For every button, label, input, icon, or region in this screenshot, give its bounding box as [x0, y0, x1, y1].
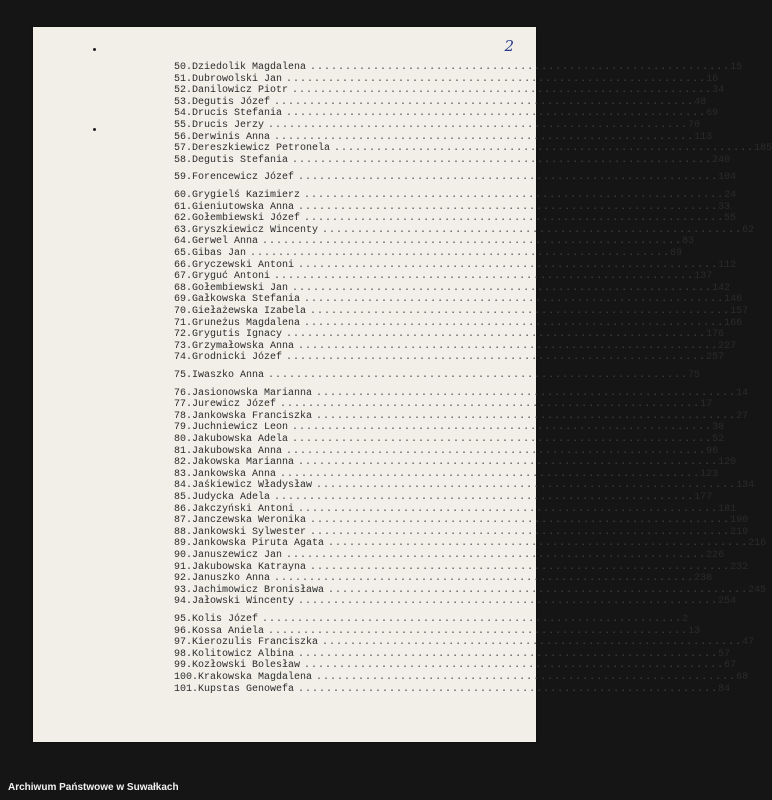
list-item	[174, 445, 719, 458]
entry-number: 52.	[174, 85, 193, 97]
entry-name: Jakubowska Katrayna	[192, 561, 307, 573]
entry-name: Jakowska Marianna	[192, 457, 295, 469]
entry-number: 67.	[174, 271, 193, 283]
leader-dots: ............................................................	[322, 224, 743, 236]
entry-page: 232	[730, 561, 749, 573]
entry-name: Januszewicz Jan	[192, 550, 283, 561]
list-item	[174, 73, 719, 86]
entry-page: 240	[712, 154, 731, 166]
entry-name: Jaśkiewicz Władysław	[192, 480, 313, 492]
list-item	[174, 480, 755, 492]
entry-number: 82.	[174, 457, 193, 469]
entry-number: 50.	[174, 62, 193, 73]
entry-page: 89	[670, 248, 683, 259]
entry-number: 59.	[174, 172, 193, 184]
leader-dots: ............................................................	[328, 584, 749, 596]
entry-page: 13	[688, 625, 701, 637]
entry-page: 254	[718, 596, 737, 608]
entry-number: 58.	[174, 154, 193, 166]
entry-name: Kupstas Genowefa	[198, 683, 295, 695]
leader-dots: ............................................................	[250, 248, 671, 259]
list-item	[174, 648, 731, 661]
list-item	[174, 85, 725, 97]
list-item	[174, 596, 737, 608]
entry-number: 89.	[174, 538, 193, 550]
entry-page: 62	[742, 224, 755, 236]
entry-name: Jakczyński Antoni	[192, 503, 295, 515]
list-item	[174, 131, 713, 144]
entry-number: 63.	[174, 224, 193, 236]
list-item	[174, 62, 743, 74]
entry-page: 245	[748, 584, 767, 596]
entry-page: 34	[712, 85, 725, 97]
entry-name: Iwaszko Anna	[192, 370, 265, 381]
leader-dots: ............................................................	[316, 672, 737, 683]
entry-number: 90.	[174, 550, 193, 561]
list-item	[174, 224, 755, 237]
entry-page: 185	[754, 143, 772, 155]
list-item	[174, 340, 737, 353]
entry-name: Danilowicz Piotr	[192, 85, 289, 97]
leader-dots: ............................................................	[298, 596, 719, 608]
list-item	[174, 410, 749, 423]
leader-dots: ............................................................	[298, 648, 719, 660]
entry-number: 64.	[174, 236, 193, 248]
entry-number: 53.	[174, 96, 193, 108]
leader-dots: ............................................................	[310, 561, 731, 573]
list-item	[174, 538, 767, 550]
entry-name: Gieniutowska Anna	[192, 201, 295, 213]
entry-page: 142	[712, 282, 731, 294]
leader-dots: ............................................................	[310, 306, 731, 317]
entry-number: 94.	[174, 596, 193, 608]
leader-dots: ............................................................	[280, 399, 701, 411]
leader-dots: ............................................................	[316, 387, 737, 399]
entry-page: 2	[682, 614, 689, 625]
entry-page: 166	[724, 317, 743, 329]
entry-page: 15	[730, 62, 743, 73]
leader-dots: ............................................................	[292, 85, 713, 97]
leader-dots: ............................................................	[304, 317, 725, 329]
entry-name: Gryszkiewicz Wincenty	[192, 224, 319, 236]
leader-dots: ............................................................	[298, 259, 719, 271]
entry-page: 181	[718, 503, 737, 515]
entry-name: Kossa Aniela	[192, 625, 265, 637]
entry-name: Kolitowicz Albina	[192, 648, 295, 660]
list-item	[174, 282, 731, 295]
entry-page: 38	[712, 422, 725, 434]
list-item	[174, 637, 755, 649]
entry-number: 83.	[174, 468, 193, 480]
entry-name: Kierozulis Franciszka	[192, 637, 319, 649]
entry-number: 79.	[174, 422, 193, 434]
entry-name: Dziedolik Magdalena	[192, 62, 307, 73]
leader-dots: ............................................................	[298, 340, 719, 352]
entry-number: 99.	[174, 660, 193, 672]
entry-number: 84.	[174, 480, 193, 492]
entry-name: Jankowska Piruta Agata	[192, 538, 325, 550]
entry-number: 74.	[174, 352, 193, 364]
entry-name: Dubrowolski Jan	[192, 73, 283, 85]
entry-number: 97.	[174, 637, 193, 649]
leader-dots: ............................................................	[316, 410, 737, 422]
leader-dots: ............................................................	[274, 131, 695, 143]
entry-page: 52	[712, 434, 725, 445]
entry-number: 69.	[174, 294, 193, 306]
entry-number: 71.	[174, 317, 193, 329]
entry-number: 96.	[174, 625, 193, 637]
entry-name: Jasionowska Marianna	[192, 387, 313, 399]
list-item	[174, 422, 725, 434]
list-item	[174, 329, 725, 341]
list-item	[174, 120, 701, 132]
entry-name: Gołembiewski Józef	[192, 213, 301, 225]
leader-dots: ............................................................	[292, 434, 713, 445]
entry-page: 70	[688, 120, 701, 131]
entry-page: 120	[718, 457, 737, 469]
entry-name: Degutis Józef	[192, 96, 271, 108]
entry-page: 68	[736, 672, 749, 683]
list-item	[174, 259, 737, 272]
entry-page: 75	[688, 370, 701, 381]
entry-page: 123	[700, 468, 719, 480]
entry-page: 27	[736, 410, 749, 422]
entry-name: Gałkowska Stefania	[192, 294, 301, 306]
entry-name: Derwinis Anna	[192, 131, 271, 143]
list-item	[174, 236, 695, 248]
list-item	[174, 503, 737, 516]
entry-number: 95.	[174, 614, 193, 625]
leader-dots: ............................................................	[310, 515, 731, 527]
entry-page: 226	[706, 550, 725, 561]
entry-name: Kozłowski Bolesław	[192, 660, 301, 672]
list-item	[174, 154, 731, 167]
leader-dots: ............................................................	[286, 73, 707, 85]
list-item	[174, 672, 749, 684]
entry-name: Drucis Jerzy	[192, 120, 265, 131]
entry-name: Jankowski Sylwester	[192, 526, 307, 538]
entry-name: Gerwel Anna	[192, 236, 259, 248]
list-item	[174, 561, 749, 574]
list-item	[174, 515, 749, 527]
entry-page: 17	[700, 399, 713, 411]
entry-number: 70.	[174, 306, 193, 317]
list-item	[174, 457, 737, 469]
entry-name: Jankowska Anna	[192, 468, 277, 480]
entry-page: 83	[682, 236, 695, 248]
entry-number: 85.	[174, 492, 193, 503]
entry-number: 55.	[174, 120, 193, 131]
list-item	[174, 370, 701, 382]
entry-number: 86.	[174, 503, 193, 515]
entry-number: 92.	[174, 573, 193, 585]
list-item	[174, 201, 731, 214]
leader-dots: ............................................................	[274, 96, 695, 108]
entry-name: Juchniewicz Leon	[192, 422, 289, 434]
leader-dots: ............................................................	[310, 62, 731, 73]
entry-name: Jakubowska Adela	[192, 434, 289, 445]
entry-number: 88.	[174, 526, 193, 538]
archive-name: Archiwum Państwowe w Suwałkach	[8, 782, 179, 793]
list-item	[174, 294, 743, 306]
list-item	[174, 190, 737, 202]
entry-page: 24	[724, 190, 737, 201]
entry-number: 78.	[174, 410, 193, 422]
entry-name: Janczewska Weronika	[192, 515, 307, 527]
list-item	[174, 108, 719, 120]
entry-number: 57.	[174, 143, 193, 155]
entry-name: Grzymałowska Anna	[192, 340, 295, 352]
entry-page: 210	[730, 526, 749, 538]
leader-dots: ............................................................	[322, 637, 743, 649]
entry-page: 57	[718, 648, 731, 660]
leader-dots: ............................................................	[262, 614, 683, 625]
list-item	[174, 492, 713, 504]
leader-dots: ............................................................	[292, 282, 713, 294]
entry-page: 190	[730, 515, 749, 527]
entry-page: 96	[706, 445, 719, 457]
list-item	[174, 213, 737, 225]
entry-page: 84	[718, 683, 731, 695]
entry-page: 157	[730, 306, 749, 317]
entry-name: Judycka Adela	[192, 492, 271, 503]
entry-page: 48	[694, 96, 707, 108]
leader-dots: ............................................................	[304, 190, 725, 201]
entry-page: 238	[694, 573, 713, 585]
list-item	[174, 399, 713, 411]
leader-dots: ............................................................	[304, 213, 725, 225]
document-page	[33, 27, 772, 742]
entry-name: Jałowski Wincenty	[192, 596, 295, 608]
entry-page: 137	[694, 271, 713, 283]
list-item	[174, 625, 701, 638]
leader-dots: ............................................................	[292, 154, 713, 166]
entry-name: Gruneżus Magdalena	[192, 317, 301, 329]
leader-dots: ............................................................	[268, 120, 689, 131]
entry-name: Jurewicz Józef	[192, 399, 277, 411]
entry-number: 81.	[174, 445, 193, 457]
entry-number: 56.	[174, 131, 193, 143]
list-item	[174, 248, 683, 260]
entry-page: 69	[706, 108, 719, 120]
entry-number: 101.	[174, 683, 199, 695]
handwritten-page-number: 2	[504, 37, 514, 55]
entry-page: 55	[724, 213, 737, 225]
entry-name: Gryczewski Antoni	[192, 259, 295, 271]
entry-number: 76.	[174, 387, 193, 399]
leader-dots: ............................................................	[286, 352, 707, 364]
entry-name: Drucis Stefania	[192, 108, 283, 120]
entry-name: Grodnicki Józef	[192, 352, 283, 364]
list-item	[174, 573, 713, 585]
entry-name: Krakowska Magdalena	[198, 672, 313, 683]
entry-number: 68.	[174, 282, 193, 294]
entry-name: Dereszkiewicz Petronela	[192, 143, 331, 155]
entry-page: 176	[706, 329, 725, 341]
leader-dots: ............................................................	[298, 172, 719, 184]
entry-name: Kolis Józef	[192, 614, 259, 625]
entry-page: 47	[742, 637, 755, 649]
entry-name: Januszko Anna	[192, 573, 271, 585]
entry-number: 72.	[174, 329, 193, 341]
list-item	[174, 660, 737, 672]
leader-dots: ............................................................	[328, 538, 749, 550]
entry-page: 112	[718, 259, 737, 271]
leader-dots: ............................................................	[268, 625, 689, 637]
leader-dots: ............................................................	[298, 457, 719, 469]
leader-dots: ............................................................	[292, 422, 713, 434]
leader-dots: ............................................................	[274, 573, 695, 585]
entry-name: Giełażewska Izabela	[192, 306, 307, 317]
leader-dots: ............................................................	[274, 271, 695, 283]
entry-page: 216	[748, 538, 767, 550]
entry-name: Degutis Stefania	[192, 154, 289, 166]
index-list	[33, 27, 772, 742]
entry-number: 54.	[174, 108, 193, 120]
entry-name: Jakubowska Anna	[192, 445, 283, 457]
leader-dots: ............................................................	[286, 329, 707, 341]
entry-page: 16	[706, 73, 719, 85]
entry-number: 61.	[174, 201, 193, 213]
entry-number: 77.	[174, 399, 193, 411]
list-item	[174, 306, 749, 318]
entry-name: Gołembiewski Jan	[192, 282, 289, 294]
entry-number: 93.	[174, 584, 193, 596]
entry-name: Grygielś Kazimierz	[192, 190, 301, 201]
entry-page: 104	[718, 172, 737, 184]
entry-page: 177	[694, 492, 713, 503]
entry-page: 134	[736, 480, 755, 492]
list-item	[174, 317, 743, 330]
entry-number: 100.	[174, 672, 199, 683]
list-item	[174, 271, 713, 283]
leader-dots: ............................................................	[304, 294, 725, 306]
entry-number: 80.	[174, 434, 193, 445]
list-item	[174, 584, 767, 597]
entry-number: 87.	[174, 515, 193, 527]
entry-name: Forencewicz Józef	[192, 172, 295, 184]
list-item	[174, 96, 707, 109]
leader-dots: ............................................................	[286, 550, 707, 561]
entry-number: 51.	[174, 73, 193, 85]
leader-dots: ............................................................	[298, 201, 719, 213]
list-item	[174, 143, 772, 155]
leader-dots: ............................................................	[286, 445, 707, 457]
leader-dots: ............................................................	[262, 236, 683, 248]
list-item	[174, 683, 731, 696]
leader-dots: ............................................................	[280, 468, 701, 480]
entry-name: Gryguć Antoni	[192, 271, 271, 283]
entry-page: 257	[706, 352, 725, 364]
leader-dots: ............................................................	[334, 143, 755, 155]
entry-number: 75.	[174, 370, 193, 381]
leader-dots: ............................................................	[298, 683, 719, 695]
list-item	[174, 468, 719, 481]
entry-number: 73.	[174, 340, 193, 352]
list-item	[174, 172, 737, 184]
entry-name: Jankowska Franciszka	[192, 410, 313, 422]
entry-name: Jachimowicz Bronisława	[192, 584, 325, 596]
list-item	[174, 550, 725, 562]
entry-number: 62.	[174, 213, 193, 225]
entry-page: 33	[718, 201, 731, 213]
entry-number: 66.	[174, 259, 193, 271]
list-item	[174, 352, 725, 364]
entry-page: 227	[718, 340, 737, 352]
leader-dots: ............................................................	[274, 492, 695, 503]
entry-number: 91.	[174, 561, 193, 573]
list-item	[174, 614, 689, 626]
entry-number: 98.	[174, 648, 193, 660]
leader-dots: ............................................................	[316, 480, 737, 492]
leader-dots: ............................................................	[268, 370, 689, 381]
leader-dots: ............................................................	[304, 660, 725, 672]
leader-dots: ............................................................	[310, 526, 731, 538]
entry-page: 14	[736, 387, 749, 399]
list-item	[174, 387, 749, 400]
list-item	[174, 526, 749, 539]
entry-page: 113	[694, 131, 713, 143]
entry-number: 60.	[174, 190, 193, 201]
leader-dots: ............................................................	[286, 108, 707, 120]
entry-name: Grygutis Ignacy	[192, 329, 283, 341]
entry-name: Gibas Jan	[192, 248, 247, 259]
entry-number: 65.	[174, 248, 193, 259]
entry-page: 67	[724, 660, 737, 672]
leader-dots: ............................................................	[298, 503, 719, 515]
entry-page: 146	[724, 294, 743, 306]
list-item	[174, 434, 725, 446]
